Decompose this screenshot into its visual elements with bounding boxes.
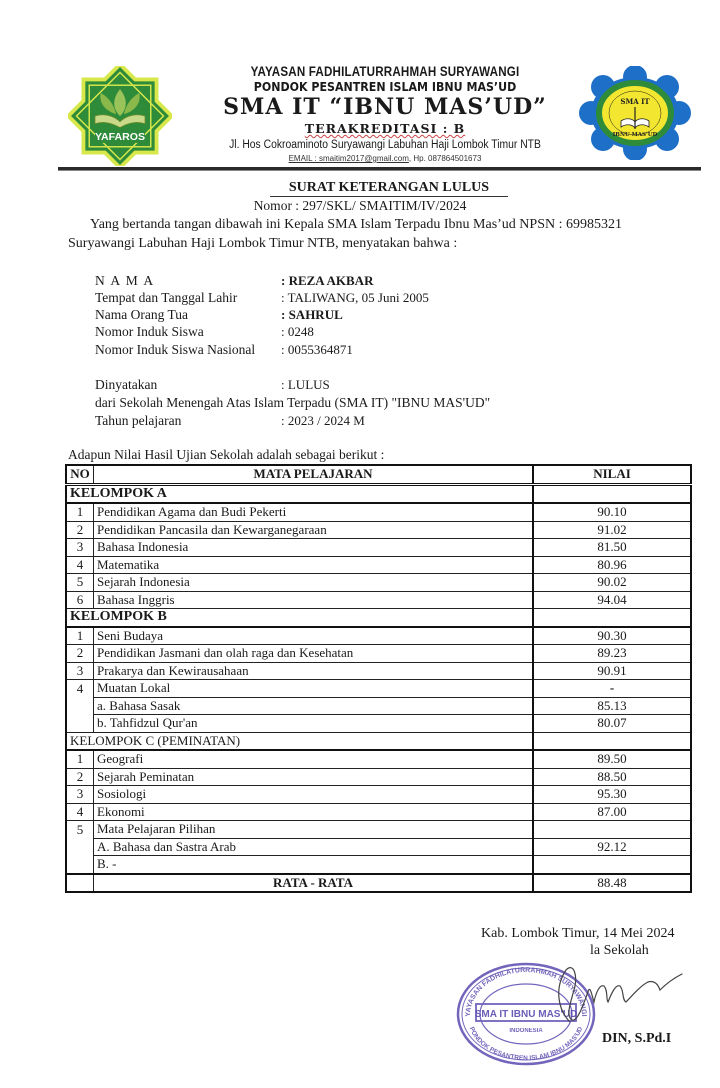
row-value: 90.10 — [533, 503, 691, 521]
row-no: 1 — [66, 627, 94, 645]
header-value: NILAI — [533, 465, 691, 484]
table-row — [66, 838, 691, 856]
row-no: 6 — [66, 591, 94, 609]
row-subject: Ekonomi — [94, 803, 534, 821]
group-name: KELOMPOK B — [66, 609, 533, 627]
field-value-name: : REZA AKBAR — [281, 273, 374, 288]
row-no: 2 — [66, 645, 94, 663]
group-name: KELOMPOK C (PEMINATAN) — [66, 732, 533, 750]
table-row — [66, 750, 691, 768]
field-value-nis: : 0248 — [281, 324, 314, 339]
row-no: 2 — [66, 521, 94, 539]
row-subject: Pendidikan Agama dan Budi Pekerti — [94, 503, 534, 521]
average-no-cell — [66, 874, 94, 893]
group-value-cell — [533, 609, 691, 627]
field-label-nis: Nomor Induk Siswa — [95, 324, 204, 339]
status-value: : LULUS — [281, 377, 330, 392]
row-no — [66, 697, 94, 715]
signature-role: la Sekolah — [590, 943, 649, 958]
row-no: 5 — [66, 821, 94, 839]
table-row — [66, 521, 691, 539]
document-title: SURAT KETERANGAN LULUS — [270, 179, 508, 197]
row-value: 80.07 — [533, 715, 691, 733]
row-subject: Matematika — [94, 556, 534, 574]
school-address: Jl. Hos Cokroaminoto Suryawangi Labuhan Haji Lombok Timur NTB — [229, 139, 541, 151]
table-row — [66, 539, 691, 557]
row-value: 92.12 — [533, 838, 691, 856]
stamp-top-text: YAYASAN FADHILATURRAHMAH SURYAWANGI — [464, 966, 588, 1017]
group-value-cell — [533, 732, 691, 750]
group-row — [66, 609, 691, 627]
signatory-name: DIN, S.Pd.I — [602, 1031, 672, 1046]
row-subject: Sejarah Indonesia — [94, 574, 534, 592]
table-row — [66, 591, 691, 609]
table-row — [66, 503, 691, 521]
field-value-nisn: : 0055364871 — [281, 342, 353, 357]
row-no — [66, 715, 94, 733]
field-label-nisn: Nomor Induk Siswa Nasional — [95, 342, 256, 357]
row-value — [533, 856, 691, 874]
table-row — [66, 662, 691, 680]
sma-it-emblem — [578, 66, 692, 160]
header-no: NO — [66, 465, 94, 484]
row-subject: Pendidikan Jasmani dan olah raga dan Kesehatan — [94, 645, 534, 663]
table-row — [66, 680, 691, 698]
row-value: 90.02 — [533, 574, 691, 592]
row-subject: B. - — [94, 856, 534, 874]
table-row — [66, 556, 691, 574]
table-row — [66, 645, 691, 663]
table-header-row — [66, 465, 691, 484]
row-no: 3 — [66, 539, 94, 557]
row-subject: Geografi — [94, 750, 534, 768]
row-no: 1 — [66, 750, 94, 768]
row-subject: Bahasa Indonesia — [94, 539, 534, 557]
row-value: 95.30 — [533, 786, 691, 804]
row-value: 80.96 — [533, 556, 691, 574]
group-row — [66, 484, 691, 503]
row-value: - — [533, 680, 691, 698]
intro-line-1: Yang bertanda tangan dibawah ini Kepala SMA Islam Terpadu Ibnu Mas’ud NPSN : 69985321 — [90, 217, 622, 232]
field-value-parent: : SAHRUL — [281, 307, 343, 322]
average-row — [66, 874, 691, 893]
table-row — [66, 697, 691, 715]
row-subject: b. Tahfidzul Qur'an — [94, 715, 534, 733]
row-value: 81.50 — [533, 539, 691, 557]
table-row — [66, 715, 691, 733]
email-link[interactable]: EMAIL : smaitim2017@gmail.com — [288, 154, 409, 163]
school-contact — [200, 154, 570, 164]
year-label: Tahun pelajaran — [95, 413, 182, 428]
row-subject: Sosiologi — [94, 786, 534, 804]
handwritten-signature — [540, 962, 710, 1026]
average-value: 88.48 — [533, 874, 691, 893]
table-row — [66, 821, 691, 839]
row-no — [66, 856, 94, 874]
row-value: 89.23 — [533, 645, 691, 663]
stamp-bottom-text: PONDOK PESANTREN ISLAM IBNU MAS'UD — [467, 1025, 585, 1063]
stamp-center-text: SMA IT IBNU MAS'UD — [474, 1009, 578, 1020]
table-row — [66, 627, 691, 645]
group-value-cell — [533, 484, 691, 503]
row-subject: a. Bahasa Sasak — [94, 697, 534, 715]
row-no: 4 — [66, 556, 94, 574]
school-statement: dari Sekolah Menengah Atas Islam Terpadu (SMA IT) "IBNU MAS'UD" — [95, 395, 491, 410]
group-name: KELOMPOK A — [66, 484, 533, 503]
document-number: Nomor : 297/SKL/ SMAITIM/IV/2024 — [253, 198, 467, 213]
row-subject: Muatan Lokal — [94, 680, 534, 698]
row-value — [533, 821, 691, 839]
average-label: RATA - RATA — [94, 874, 534, 893]
field-label-parent: Nama Orang Tua — [95, 307, 188, 322]
table-intro: Adapun Nilai Hasil Ujian Sekolah adalah sebagai berikut : — [68, 447, 385, 462]
group-row — [66, 732, 691, 750]
row-subject: Mata Pelajaran Pilihan — [94, 821, 534, 839]
table-row — [66, 786, 691, 804]
row-value: 91.02 — [533, 521, 691, 539]
accreditation — [200, 121, 570, 136]
row-subject: Seni Budaya — [94, 627, 534, 645]
field-value-birth: : TALIWANG, 05 Juni 2005 — [281, 290, 429, 305]
signature-place-date: Kab. Lombok Timur, 14 Mei 2024 — [481, 926, 675, 941]
field-label-birth: Tempat dan Tanggal Lahir — [95, 290, 238, 305]
row-value: 94.04 — [533, 591, 691, 609]
row-no: 2 — [66, 768, 94, 786]
intro-line-2: Suryawangi Labuhan Haji Lombok Timur NTB, menyatakan bahwa : — [68, 236, 458, 251]
field-label-name: N A M A — [95, 273, 155, 288]
row-no: 1 — [66, 503, 94, 521]
emblem-text-top: SMA IT — [620, 97, 650, 106]
row-value: 88.50 — [533, 768, 691, 786]
foundation-name: YAYASAN FADHILATURRAHMAH SURYAWANGI — [250, 64, 520, 79]
yafaros-logo-text: YAFAROS — [94, 131, 146, 144]
row-value: 87.00 — [533, 803, 691, 821]
row-subject: Sejarah Peminatan — [94, 768, 534, 786]
accreditation-text: TERAKREDITASI : B — [304, 121, 466, 136]
header-subject: MATA PELAJARAN — [94, 465, 534, 484]
table-row — [66, 803, 691, 821]
year-value: : 2023 / 2024 M — [281, 413, 365, 428]
row-no: 4 — [66, 680, 94, 698]
row-subject: Prakarya dan Kewirausahaan — [94, 662, 534, 680]
row-value: 90.30 — [533, 627, 691, 645]
letterhead-divider — [58, 167, 701, 171]
grades-table — [65, 464, 692, 893]
pondok-name: PONDOK PESANTREN ISLAM IBNU MAS’UD — [253, 80, 517, 94]
row-value: 89.50 — [533, 750, 691, 768]
row-no: 3 — [66, 662, 94, 680]
stamp-country-text: INDONESIA — [509, 1028, 543, 1034]
table-row — [66, 574, 691, 592]
table-row — [66, 856, 691, 874]
row-subject: A. Bahasa dan Sastra Arab — [94, 838, 534, 856]
row-no — [66, 838, 94, 856]
row-no: 4 — [66, 803, 94, 821]
row-no: 3 — [66, 786, 94, 804]
row-subject: Bahasa Inggris — [94, 591, 534, 609]
table-row — [66, 768, 691, 786]
row-value: 90.91 — [533, 662, 691, 680]
row-no: 5 — [66, 574, 94, 592]
status-label: Dinyatakan — [95, 377, 158, 392]
row-value: 85.13 — [533, 697, 691, 715]
row-subject: Pendidikan Pancasila dan Kewarganegaraan — [94, 521, 534, 539]
phone-number: , Hp. 087864501673 — [408, 154, 482, 163]
emblem-text-bottom: IBNU MAS'UD — [612, 132, 658, 138]
yafaros-logo — [68, 66, 172, 166]
school-name: SMA IT “IBNU MAS’UD” — [223, 94, 547, 120]
